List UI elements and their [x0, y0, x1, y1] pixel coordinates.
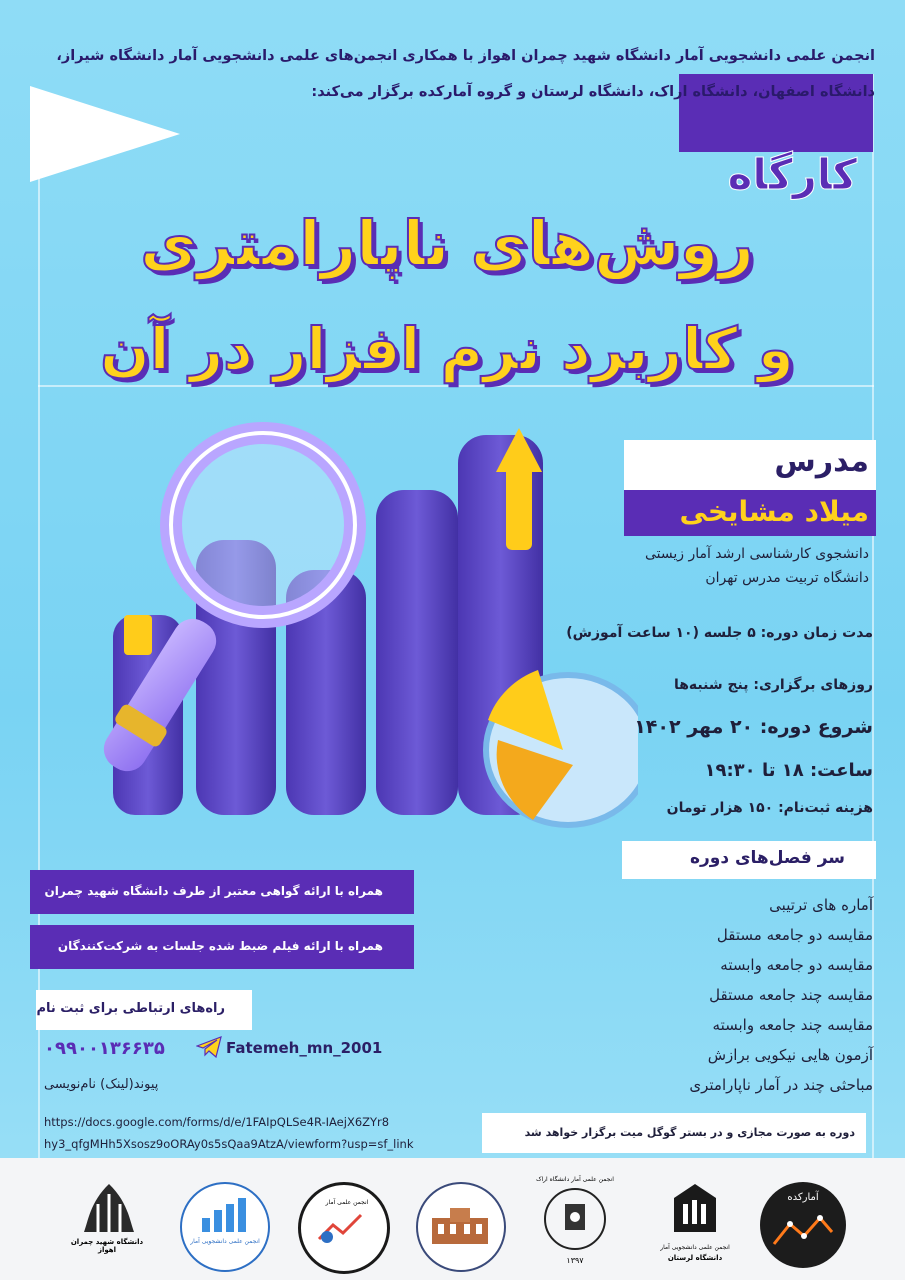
topics-header: سر فصل‌های دوره [689, 848, 845, 868]
topic-item: مقایسه دو جامعه مستقل [716, 926, 873, 944]
grid-line [38, 385, 874, 387]
contact-phone[interactable]: ۰۹۹۰۰۱۳۶۶۳۵ [44, 1038, 165, 1059]
intro-text: انجمن علمی دانشجویی آمار دانشگاه شهید چمران اهواز با همکاری انجمن‌های علمی دانشجویی آمار دانشگاه شیراز، دانشگاه اصفهان، دانشگاه اراک، دانشگاه لرستان و گروه آمارکده برگزار می‌کند: [56, 48, 875, 100]
contact-link-label: پیوند(لینک) نام‌نویسی [44, 1077, 159, 1092]
contact-link-line2[interactable]: hy3_qfgMHh5Xsosz9oORAy0s5sQaa9AtzA/viewform?usp=sf_link [44, 1137, 414, 1151]
logos-bar [0, 1158, 905, 1280]
contact-telegram[interactable]: Fatemeh_mn_2001 [226, 1039, 383, 1057]
topic-item: مباحثی چند در آمار ناپارامتری [689, 1076, 873, 1094]
title-line1: روش‌های ناپارامتری [140, 207, 754, 280]
university-building-logo [416, 1182, 506, 1272]
lorestan-logo-text-1: انجمن علمی دانشجویی آمار [660, 1244, 730, 1251]
shiraz-logo-text: انجمن علمی آمار [325, 1199, 369, 1206]
instructor-name: میلاد مشایخی [679, 495, 869, 528]
certificate-note: همراه با ارائه گواهی معتبر از طرف دانشگاه شهید چمران [44, 884, 383, 898]
bar-4 [376, 490, 458, 815]
amarkadeh-logo-text: آمارکده [787, 1192, 819, 1203]
course-duration: مدت زمان دوره: ۵ جلسه (۱۰ ساعت آموزش) [566, 625, 873, 641]
isfahan-logo-text: انجمن علمی دانشجویی آمار [190, 1238, 260, 1245]
instructor-desc-1: دانشجوی کارشناسی ارشد آمار زیستی [644, 546, 869, 562]
online-note: دوره به صورت مجازی و در بستر گوگل میت برگزار خواهد شد [524, 1126, 855, 1139]
course-start: شروع دوره: ۲۰ مهر ۱۴۰۲ [634, 716, 873, 738]
topic-item: مقایسه چند جامعه مستقل [709, 986, 873, 1004]
arak-logo-text: انجمن علمی آمار دانشگاه اراک [536, 1176, 614, 1183]
shiraz-logo [298, 1182, 390, 1274]
topic-item: آزمون هایی نیکویی برازش [707, 1046, 873, 1064]
contact-link-line1[interactable]: https://docs.google.com/forms/d/e/1FAIpQLSe4R-IAejX6ZYr8 [44, 1115, 390, 1129]
amarkadeh-logo [760, 1182, 846, 1268]
topic-item: مقایسه دو جامعه وابسته [720, 956, 873, 974]
chamran-logo-text: دانشگاه شهید چمران اهواز [70, 1238, 144, 1254]
telegram-icon [196, 1036, 222, 1058]
instructor-label: مدرس [774, 444, 869, 479]
chart-illustration [18, 420, 638, 860]
lorestan-logo-text-2: دانشگاه لرستان [667, 1254, 723, 1262]
course-fee: هزینه ثبت‌نام: ۱۵۰ هزار تومان [666, 800, 873, 816]
topic-item: آماره های ترتیبی [769, 896, 873, 914]
isfahan-logo [180, 1182, 270, 1272]
topic-item: مقایسه چند جامعه وابسته [712, 1016, 873, 1034]
recording-note: همراه با ارائه فیلم ضبط شده جلسات به شرکت‌کنندگان [57, 939, 383, 953]
chamran-logo [66, 1182, 152, 1268]
title-workshop: کارگاه [727, 150, 857, 199]
contact-header: راه‌های ارتباطی برای ثبت نام [36, 1001, 225, 1016]
topics-list [573, 890, 873, 1100]
bar-accent [124, 615, 152, 655]
arak-logo [532, 1176, 618, 1268]
lorestan-logo [652, 1182, 738, 1268]
arrow-stem [506, 460, 532, 550]
arak-logo-year: ۱۳۹۷ [566, 1256, 584, 1265]
title-line2: و کاربرد نرم افزار در آن [100, 315, 794, 383]
instructor-desc-2: دانشگاه تربیت مدرس تهران [705, 570, 869, 586]
course-time: ساعت: ۱۸ تا ۱۹:۳۰ [704, 760, 873, 781]
course-days: روزهای برگزاری: پنج شنبه‌ها [673, 677, 873, 693]
